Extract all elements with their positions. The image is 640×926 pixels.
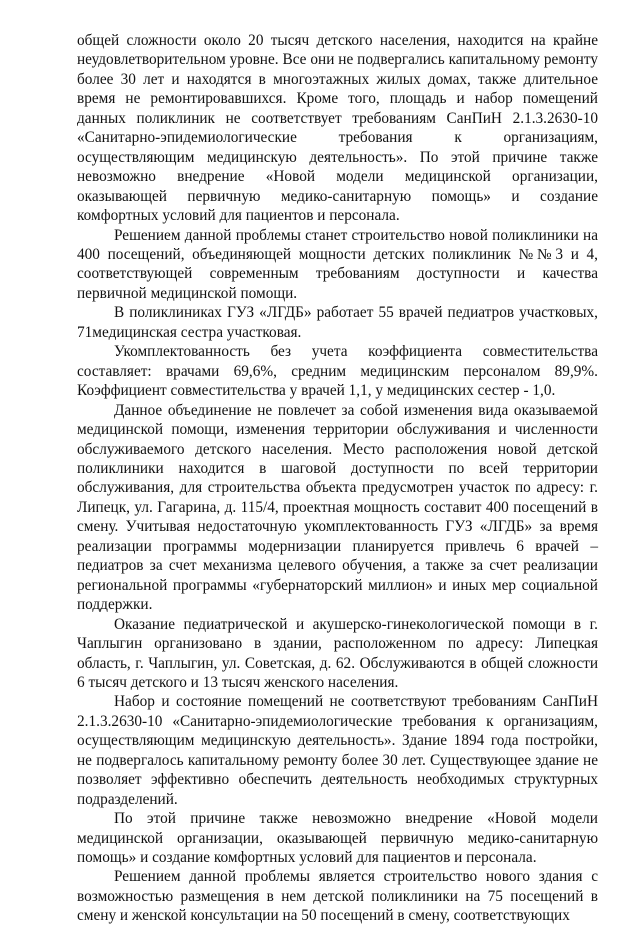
paragraph-model-impossible: По этой причине также невозможно внедрение «Новой модели медицинской организации, оказывающей первичную медико-санитарную помощь» и создание комфортных условий для пациентов и персонала.: [77, 810, 598, 867]
paragraph-continuation: общей сложности около 20 тысяч детского населения, находится на крайне неудовлетворительном уровне. Все они не подвергались капитальному ремонту более 30 лет и находятся в многоэтажных жилых домах, также длительное время не ремонтировавшихся. Кроме того, площадь и набор помещений данных поликлиник не соответствует требованиям СанПиН 2.1.3.2630-10 «Санитарно-эпидемиологические требования к организациям, осуществляющим медицинскую деятельность». По этой причине также невозможно внедрение «Новой модели медицинской организации, оказывающей первичную медико-санитарную помощь» и создание комфортных условий для пациентов и персонала.: [77, 32, 598, 225]
paragraph-chaplygin-care: Оказание педиатрической и акушерско-гинекологической помощи в г. Чаплыгин организовано в здании, расположенном по адресу: Липецкая область, г. Чаплыгин, ул. Советская, д. 62. Обслуживаются в общей сложности 6 тысяч детского и 13 тысяч женского населения.: [77, 615, 598, 691]
paragraph-staffing-level: Укомплектованность без учета коэффициента совместительства составляет: врачами 69,6%, средним медицинским персоналом 89,9%. Коэффициент совместительства у врачей 1,1, у медицинских сестер - 1,0.: [77, 343, 598, 400]
paragraph-merger-details: Данное объединение не повлечет за собой изменения вида оказываемой медицинской помощи, изменения территории обслуживания и численности обслуживаемого детского населения. Место расположения новой детской поликлиники находится в шаговой доступности по всей территории обслуживания, для строительства объекта предусмотрен участок по адресу: г. Липецк, ул. Гагарина, д. 115/4, проектная мощность составит 400 посещений в смену. Учитывая недостаточную укомплектованность ГУЗ «ЛГДБ» за время реализации программы модернизации планируется привлечь 6 врачей – педиатров за счет механизма целевого обучения, а также за счет реализации региональной программы «губернаторский миллион» и иных мер социальной поддержки.: [77, 401, 598, 614]
paragraph-staff-count: В поликлиниках ГУЗ «ЛГДБ» работает 55 врачей педиатров участковых, 71медицинская сестра участковая.: [77, 304, 598, 341]
paragraph-building-condition: Набор и состояние помещений не соответствуют требованиям СанПиН 2.1.3.2630-10 «Санитарно-эпидемиологические требования к организациям, осуществляющим медицинскую деятельность». Здание 1894 года постройки, не подвергалось капитальному ремонту более 30 лет. Существующее здание не позволяет эффективно обеспечить деятельность необходимых структурных подразделений.: [77, 693, 598, 808]
paragraph-new-polyclinic-solution: Решением данной проблемы станет строительство новой поликлиники на 400 посещений, объединяющей мощности детских поликлиник №№3 и 4, соответствующей современным требованиям доступности и качества первичной медицинской помощи.: [77, 226, 598, 302]
document-page: [77, 31, 598, 926]
paragraph-new-building-solution: Решением данной проблемы является строительство нового здания с возможностью размещения в нем детской поликлиники на 75 посещений в смену и женской консультации на 50 посещений в смену, соответствующих: [77, 868, 598, 925]
